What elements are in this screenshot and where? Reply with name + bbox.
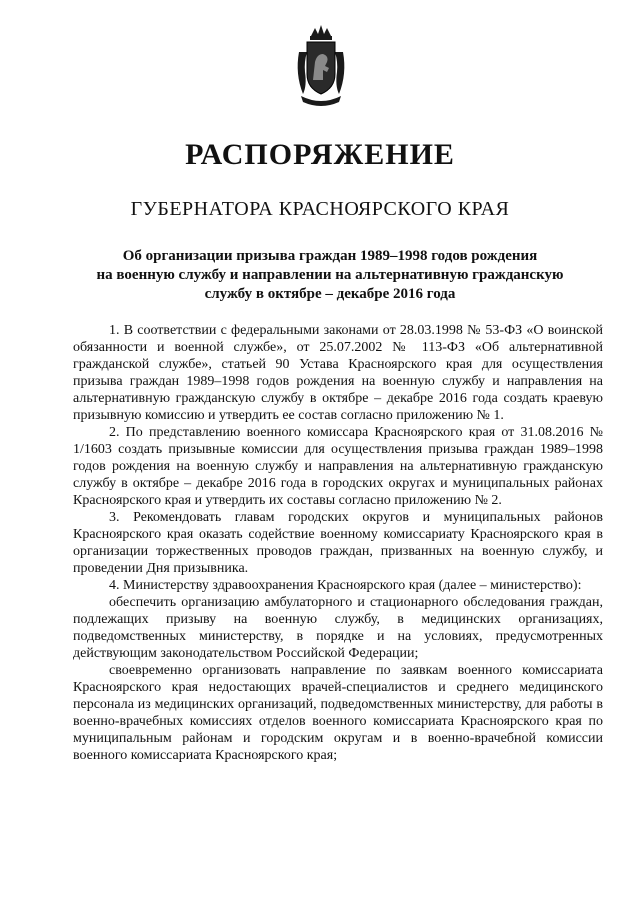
paragraph-1: 1. В соответствии с федеральными законами от 28.03.1998 № 53-ФЗ «О воинской обязанности и военной службе», от 25.07.2002 № 113-ФЗ «Об альтернативной гражданской службе», статьей 90 Устава Красноярского края для осуществления призыва граждан 1989–1998 годов рождения на военную службу и направления на альтернативную гражданскую службу в октябре – декабре 2016 года создать краевую призывную комиссию и утвердить ее состав согласно приложению № 1. bbox=[73, 323, 603, 423]
paragraph-4-item-1: обеспечить организацию амбулаторного и стационарного обследования граждан, подлежащих призыву на военную службу, в медицинских организациях, подведомственных министерству, в порядке и на условиях, предусмотренных действующим законодательством Российской Федерации; bbox=[73, 595, 603, 661]
paragraph-4-item-2: своевременно организовать направление по заявкам военного комиссариата Красноярского края недостающих врачей-специалистов и среднего медицинского персонала из медицинских организаций, подведомственных министерству, для работы в военно-врачебных комиссиях отделов военного комиссариата Красноярского края по муниципальным районам и городским округам и в военно-врачебной комиссии военного комиссариата Красноярского края; bbox=[73, 663, 603, 763]
document-body bbox=[73, 322, 603, 764]
document-issuer: ГУБЕРНАТОРА КРАСНОЯРСКОГО КРАЯ bbox=[130, 198, 510, 220]
document-title bbox=[60, 247, 600, 304]
title-line: на военную службу и направлении на альтернативную гражданскую bbox=[96, 267, 564, 283]
paragraph-2: 2. По представлению военного комиссара Красноярского края от 31.08.2016 № 1/1603 создать призывные комиссии для осуществления призыва граждан 1989–1998 годов рождения на военную службу и направления на альтернативную гражданскую службу в октябре – декабре 2016 года в городских округах и муниципальных районах Красноярского края и утвердить их составы согласно приложению № 2. bbox=[73, 425, 603, 508]
paragraph-3: 3. Рекомендовать главам городских округов и муниципальных районов Красноярского края оказать содействие военному комиссариату Красноярского края в организации торжественных проводов граждан, призванных на военную службу, и проведении Дня призывника. bbox=[73, 510, 603, 576]
title-line: Об организации призыва граждан 1989–1998 годов рождения bbox=[122, 248, 538, 264]
document-heading: РАСПОРЯЖЕНИЕ bbox=[185, 138, 455, 171]
coat-of-arms-emblem bbox=[293, 22, 349, 108]
title-line: службу в октябре – декабре 2016 года bbox=[204, 286, 456, 302]
paragraph-4: 4. Министерству здравоохранения Красноярского края (далее – министерство): bbox=[109, 578, 582, 593]
